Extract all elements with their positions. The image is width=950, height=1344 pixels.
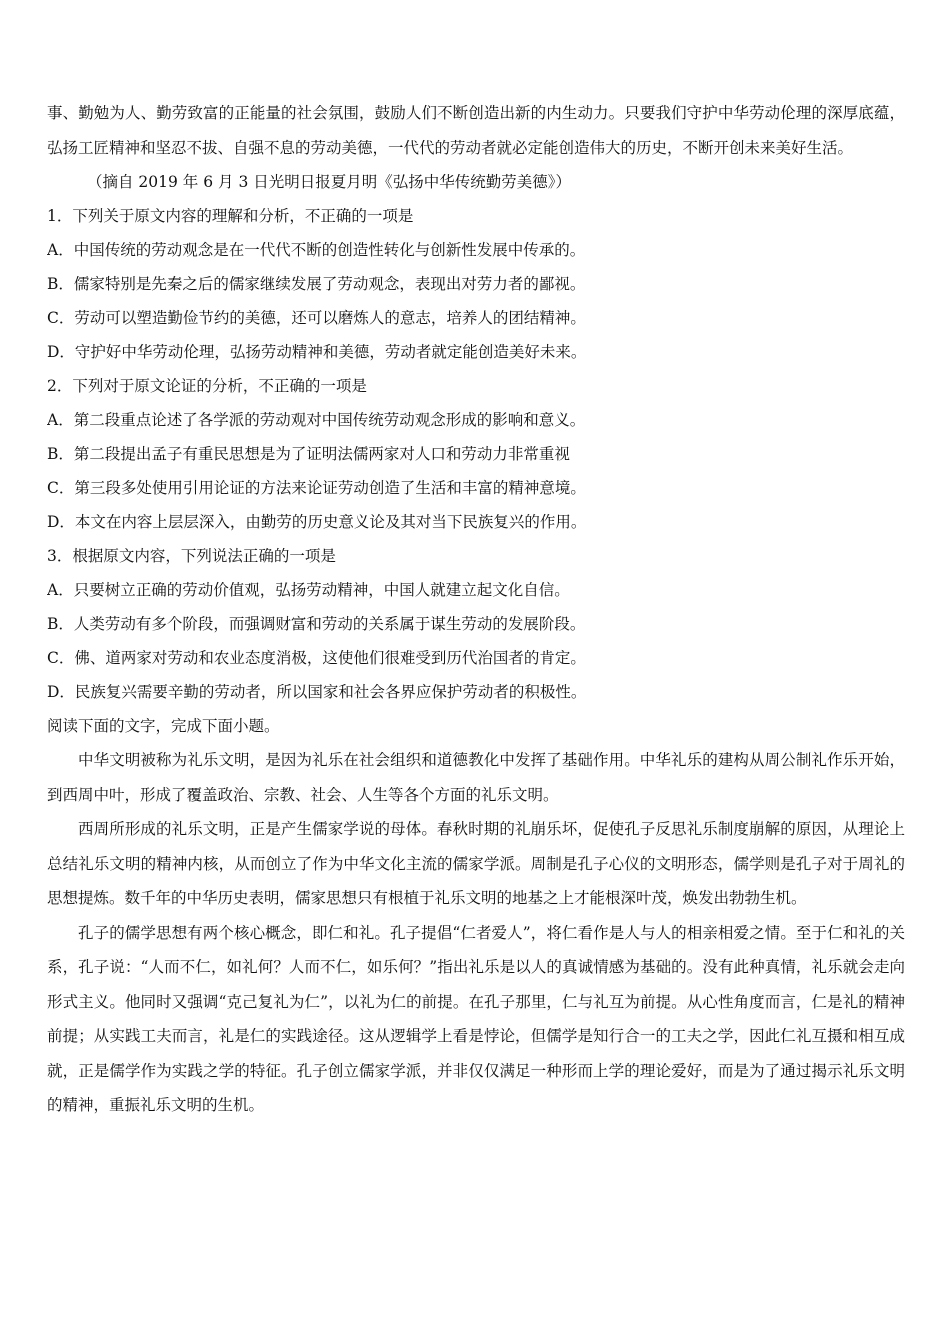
question-stem: 2．下列对于原文论证的分析，不正确的一项是	[47, 377, 367, 395]
passage-2-paragraph-3: 孔子的儒学思想有两个核心概念，即仁和礼。孔子提倡“仁者爱人”，将仁看作是人与人的相亲相爱之情。至于仁和礼的关系，孔子说：“人而不仁，如礼何？人而不仁，如乐何？”指出礼乐是以人的真诚情感为基础的。没有此种真情，礼乐就会走向形式主义。他同时又强调“克己复礼为仁”，以礼为仁的前提。在孔子那里，仁与礼互为前提。从心性角度而言，仁是礼的精神前提；从实践工夫而言，礼是仁的实践途径。这从逻辑学上看是悖论，但儒学是知行合一的工夫之学，因此仁礼互摄和相互成就，正是儒学作为实践之学的特征。孔子创立儒家学派，并非仅仅满足一种形而上学的理论爱好，而是为了通过揭示礼乐文明的精神，重振礼乐文明的生机。	[47, 923, 905, 1114]
option-a: A．只要树立正确的劳动价值观，弘扬劳动精神，中国人就建立起文化自信。	[47, 581, 570, 599]
option-a: A．中国传统的劳动观念是在一代代不断的创造性转化与创新性发展中传承的。	[47, 241, 586, 259]
option-c: C．劳动可以塑造勤俭节约的美德，还可以磨炼人的意志，培养人的团结精神。	[47, 309, 586, 327]
option-d: D．守护好中华劳动伦理，弘扬劳动精神和美德，劳动者就定能创造美好未来。	[47, 343, 587, 361]
document-page	[47, 96, 905, 1123]
question-stem: 1．下列关于原文内容的理解和分析，不正确的一项是	[47, 207, 414, 225]
option-d: D．本文在内容上层层深入，由勤劳的历史意义论及其对当下民族复兴的作用。	[47, 513, 587, 531]
question-1	[47, 199, 905, 369]
question-2	[47, 369, 905, 539]
reading-instruction: 阅读下面的文字，完成下面小题。	[47, 717, 280, 735]
option-c: C．第三段多处使用引用论证的方法来论证劳动创造了生活和丰富的精神意境。	[47, 479, 586, 497]
passage-2-paragraph-1: 中华文明被称为礼乐文明，是因为礼乐在社会组织和道德教化中发挥了基础作用。中华礼乐的建构从周公制礼作乐开始，到西周中叶，形成了覆盖政治、宗教、社会、人生等各个方面的礼乐文明。	[47, 751, 905, 804]
option-b: B．儒家特别是先秦之后的儒家继续发展了劳动观念，表现出对劳力者的鄙视。	[47, 275, 586, 293]
question-stem: 3．根据原文内容，下列说法正确的一项是	[47, 547, 336, 565]
option-d: D．民族复兴需要辛勤的劳动者，所以国家和社会各界应保护劳动者的积极性。	[47, 683, 587, 701]
option-b: B．第二段提出孟子有重民思想是为了证明法儒两家对人口和劳动力非常重视	[47, 445, 570, 463]
option-a: A．第二段重点论述了各学派的劳动观对中国传统劳动观念形成的影响和意义。	[47, 411, 586, 429]
passage-1-tail: 事、勤勉为人、勤劳致富的正能量的社会氛围，鼓励人们不断创造出新的内生动力。只要我们守护中华劳动伦理的深厚底蕴，弘扬工匠精神和坚忍不拔、自强不息的劳动美德，一代代的劳动者就必定能创造伟大的历史，不断开创未来美好生活。	[47, 104, 905, 157]
passage-2-paragraph-2: 西周所形成的礼乐文明，正是产生儒家学说的母体。春秋时期的礼崩乐坏，促使孔子反思礼乐制度崩解的原因，从理论上总结礼乐文明的精神内核，从而创立了作为中华文化主流的儒家学派。周制是孔子心仪的文明形态，儒学则是孔子对于周礼的思想提炼。数千年的中华历史表明，儒家思想只有根植于礼乐文明的地基之上才能根深叶茂，焕发出勃勃生机。	[47, 820, 905, 907]
option-c: C．佛、道两家对劳动和农业态度消极，这使他们很难受到历代治国者的肯定。	[47, 649, 586, 667]
source-citation: （摘自 2019 年 6 月 3 日光明日报夏月明《弘扬中华传统勤劳美德》）	[87, 173, 571, 191]
question-3	[47, 539, 905, 709]
option-b: B．人类劳动有多个阶段，而强调财富和劳动的关系属于谋生劳动的发展阶段。	[47, 615, 586, 633]
